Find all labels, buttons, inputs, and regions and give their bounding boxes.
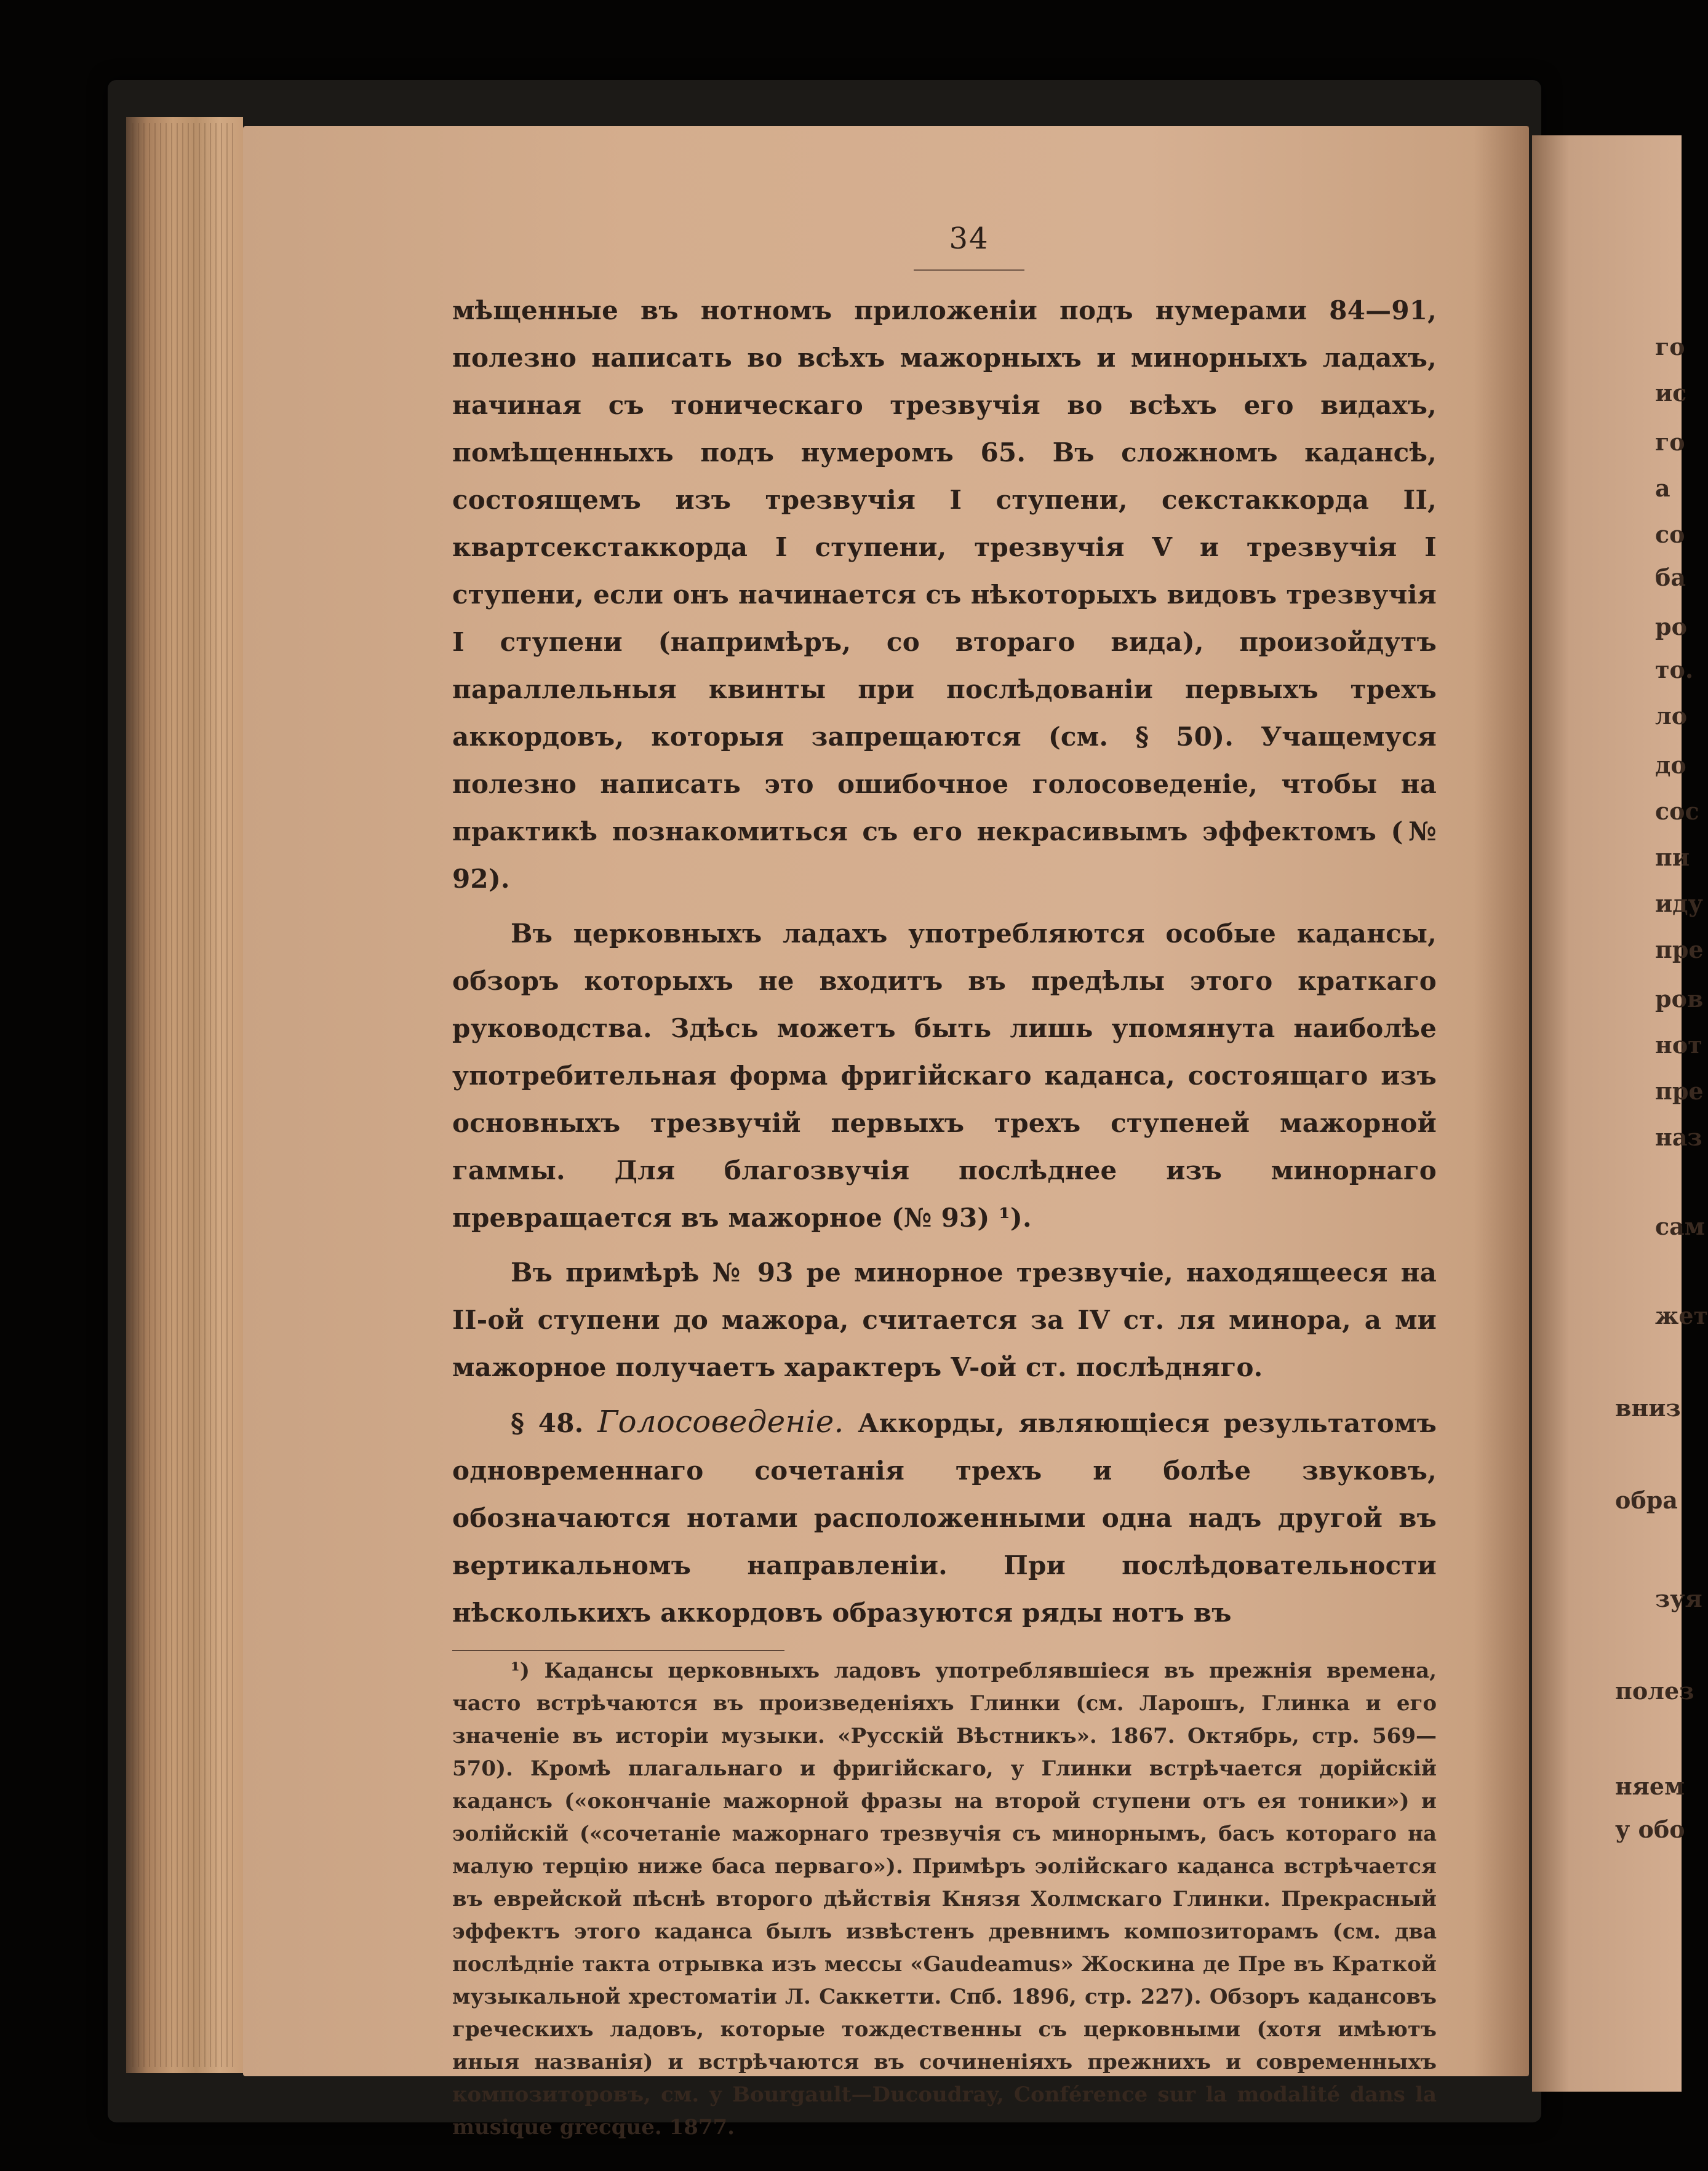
facing-page-fragment: го	[1655, 428, 1685, 456]
page-edge-lines	[132, 123, 237, 2067]
facing-page-fragment: обра	[1615, 1486, 1678, 1514]
facing-page-fragment: пи	[1655, 843, 1690, 871]
facing-page-fragment: до	[1655, 751, 1686, 779]
facing-page-fragment: у обо	[1615, 1815, 1685, 1843]
section-48-paragraph	[452, 1398, 1437, 1636]
facing-page-fragment: зуя	[1655, 1585, 1702, 1612]
paragraph-1: мѣщенные въ нотномъ приложенiи подъ нумерами 84—91, полезно написать во всѣхъ мажорныхъ и минорныхъ ладахъ, начиная съ тоническаго трезвучiя во всѣхъ его видахъ, помѣщенныхъ подъ нумеромъ 65. Въ сложномъ кадансѣ, состоящемъ изъ трезвучiя I ступени, секстаккорда II, квартсекстаккорда I ступени, трезвучiя V и трезвучiя I ступени, если онъ начинается съ нѣкоторыхъ видовъ трезвучiя I ступени (напримѣръ, со втораго вида), произойдутъ параллельныя квинты при послѣдованiи первыхъ трехъ аккордовъ, которыя запрещаются (см. § 50). Учащемуся полезно написать это ошибочное голосоведенiе, чтобы на практикѣ познакомиться съ его некрасивымъ эффектомъ (№ 92).	[452, 295, 1437, 894]
header-rule	[914, 269, 1024, 271]
facing-page-fragment: ров	[1655, 985, 1704, 1013]
facing-page-fragment: ло	[1655, 702, 1688, 730]
facing-page-fragment: пре	[1655, 936, 1704, 963]
facing-page-fragment: то.	[1655, 656, 1694, 683]
page-content	[452, 221, 1437, 2144]
facing-page-fragment: го	[1655, 333, 1685, 361]
facing-page-fragment: наз	[1655, 1123, 1702, 1151]
facing-page-fragment: со	[1655, 520, 1685, 548]
paragraph-2: Въ церковныхъ ладахъ употребляются особые кадансы, обзоръ которыхъ не входитъ въ предѣлы этого краткаго руководства. Здѣсь можетъ быть лишь упомянута наиболѣе употребительная форма фригiйскаго каданса, состоящаго изъ основныхъ трезвучiй первыхъ трехъ ступеней мажорной гаммы. Для благозвучiя послѣднее изъ минорнаго превращается въ мажорное (№ 93) ¹).	[452, 918, 1437, 1233]
facing-page-fragment: вниз	[1615, 1394, 1681, 1422]
facing-page-fragment: сос	[1655, 797, 1699, 825]
page-number: 34	[949, 221, 989, 256]
facing-page-fragment: ис	[1655, 379, 1687, 407]
facing-page-fragment: а	[1655, 474, 1670, 502]
section-title: Голосоведенiе.	[597, 1404, 844, 1440]
gutter-shadow	[1474, 126, 1529, 2076]
facing-page-fragment: жет	[1655, 1302, 1708, 1329]
facing-page-fragment: ба	[1655, 564, 1686, 591]
footnote: ¹) Кадансы церковныхъ ладовъ употреблявшiеся въ прежнiя времена, часто встрѣчаются въ произведенiяхъ Глинки (см. Ларошъ, Глинка и его значенiе въ исторiи музыки. «Русскiй Вѣстникъ». 1867. Октябрь, стр. 569—570). Кромѣ плагальнаго и фригiйскаго, у Глинки встрѣчается дорiйскiй кадансъ («окончанiе мажорной фразы на второй ступени отъ ея тоники») и эолiйскiй («сочетанiе мажорнаго трезвучiя съ минорнымъ, басъ котораго на малую терцiю ниже баса перваго»). Примѣръ эолiйскаго каданса встрѣчается въ еврейской пѣснѣ второго дѣйствiя Князя Холмскаго Глинки. Прекрасный эффектъ этого каданса былъ извѣстенъ древнимъ композиторамъ (см. два послѣднiе такта отрывка изъ мессы «Gaudeamus» Жоскина де Пре въ Краткой музыкальной хрестоматiи Л. Саккетти. Спб. 1896, стр. 227). Обзоръ кадансовъ греческихъ ладовъ, которые тождественны съ церковными (хотя имѣютъ иныя названiя) и встрѣчаются въ сочиненiяхъ прежнихъ и современныхъ композиторовъ, см. у Bourgault—Ducoudray, Conférence sur la modalité dans la musique grecque. 1877.	[452, 1659, 1437, 2140]
facing-page-fragment: пре	[1655, 1077, 1704, 1105]
facing-page-fragment: нот	[1655, 1031, 1702, 1059]
paragraph-3: Въ примѣрѣ № 93 ре минорное трезвучiе, находящееся на II-ой ступени до мажора, считается за IV ст. ля минора, а ми мажорное получаетъ характеръ V-ой ст. послѣдняго.	[452, 1257, 1437, 1382]
facing-page-fragment: иду	[1655, 890, 1703, 917]
footnote-rule	[452, 1650, 784, 1651]
facing-page-fragment: полез	[1615, 1677, 1694, 1705]
section-number: § 48.	[511, 1408, 584, 1438]
section-text: Аккорды, являющiеся результатомъ одновременнаго сочетанiя трехъ и болѣе звуковъ, обозначаются нотами расположенными одна надъ другой въ вертикальномъ направленiи. При послѣдовательности нѣсколькихъ аккордовъ образуются ряды нотъ въ	[452, 1408, 1437, 1628]
facing-page-fragment: няем	[1615, 1772, 1685, 1800]
facing-page-fragment: ро	[1655, 613, 1687, 640]
facing-page-fragment: сам	[1655, 1213, 1705, 1240]
